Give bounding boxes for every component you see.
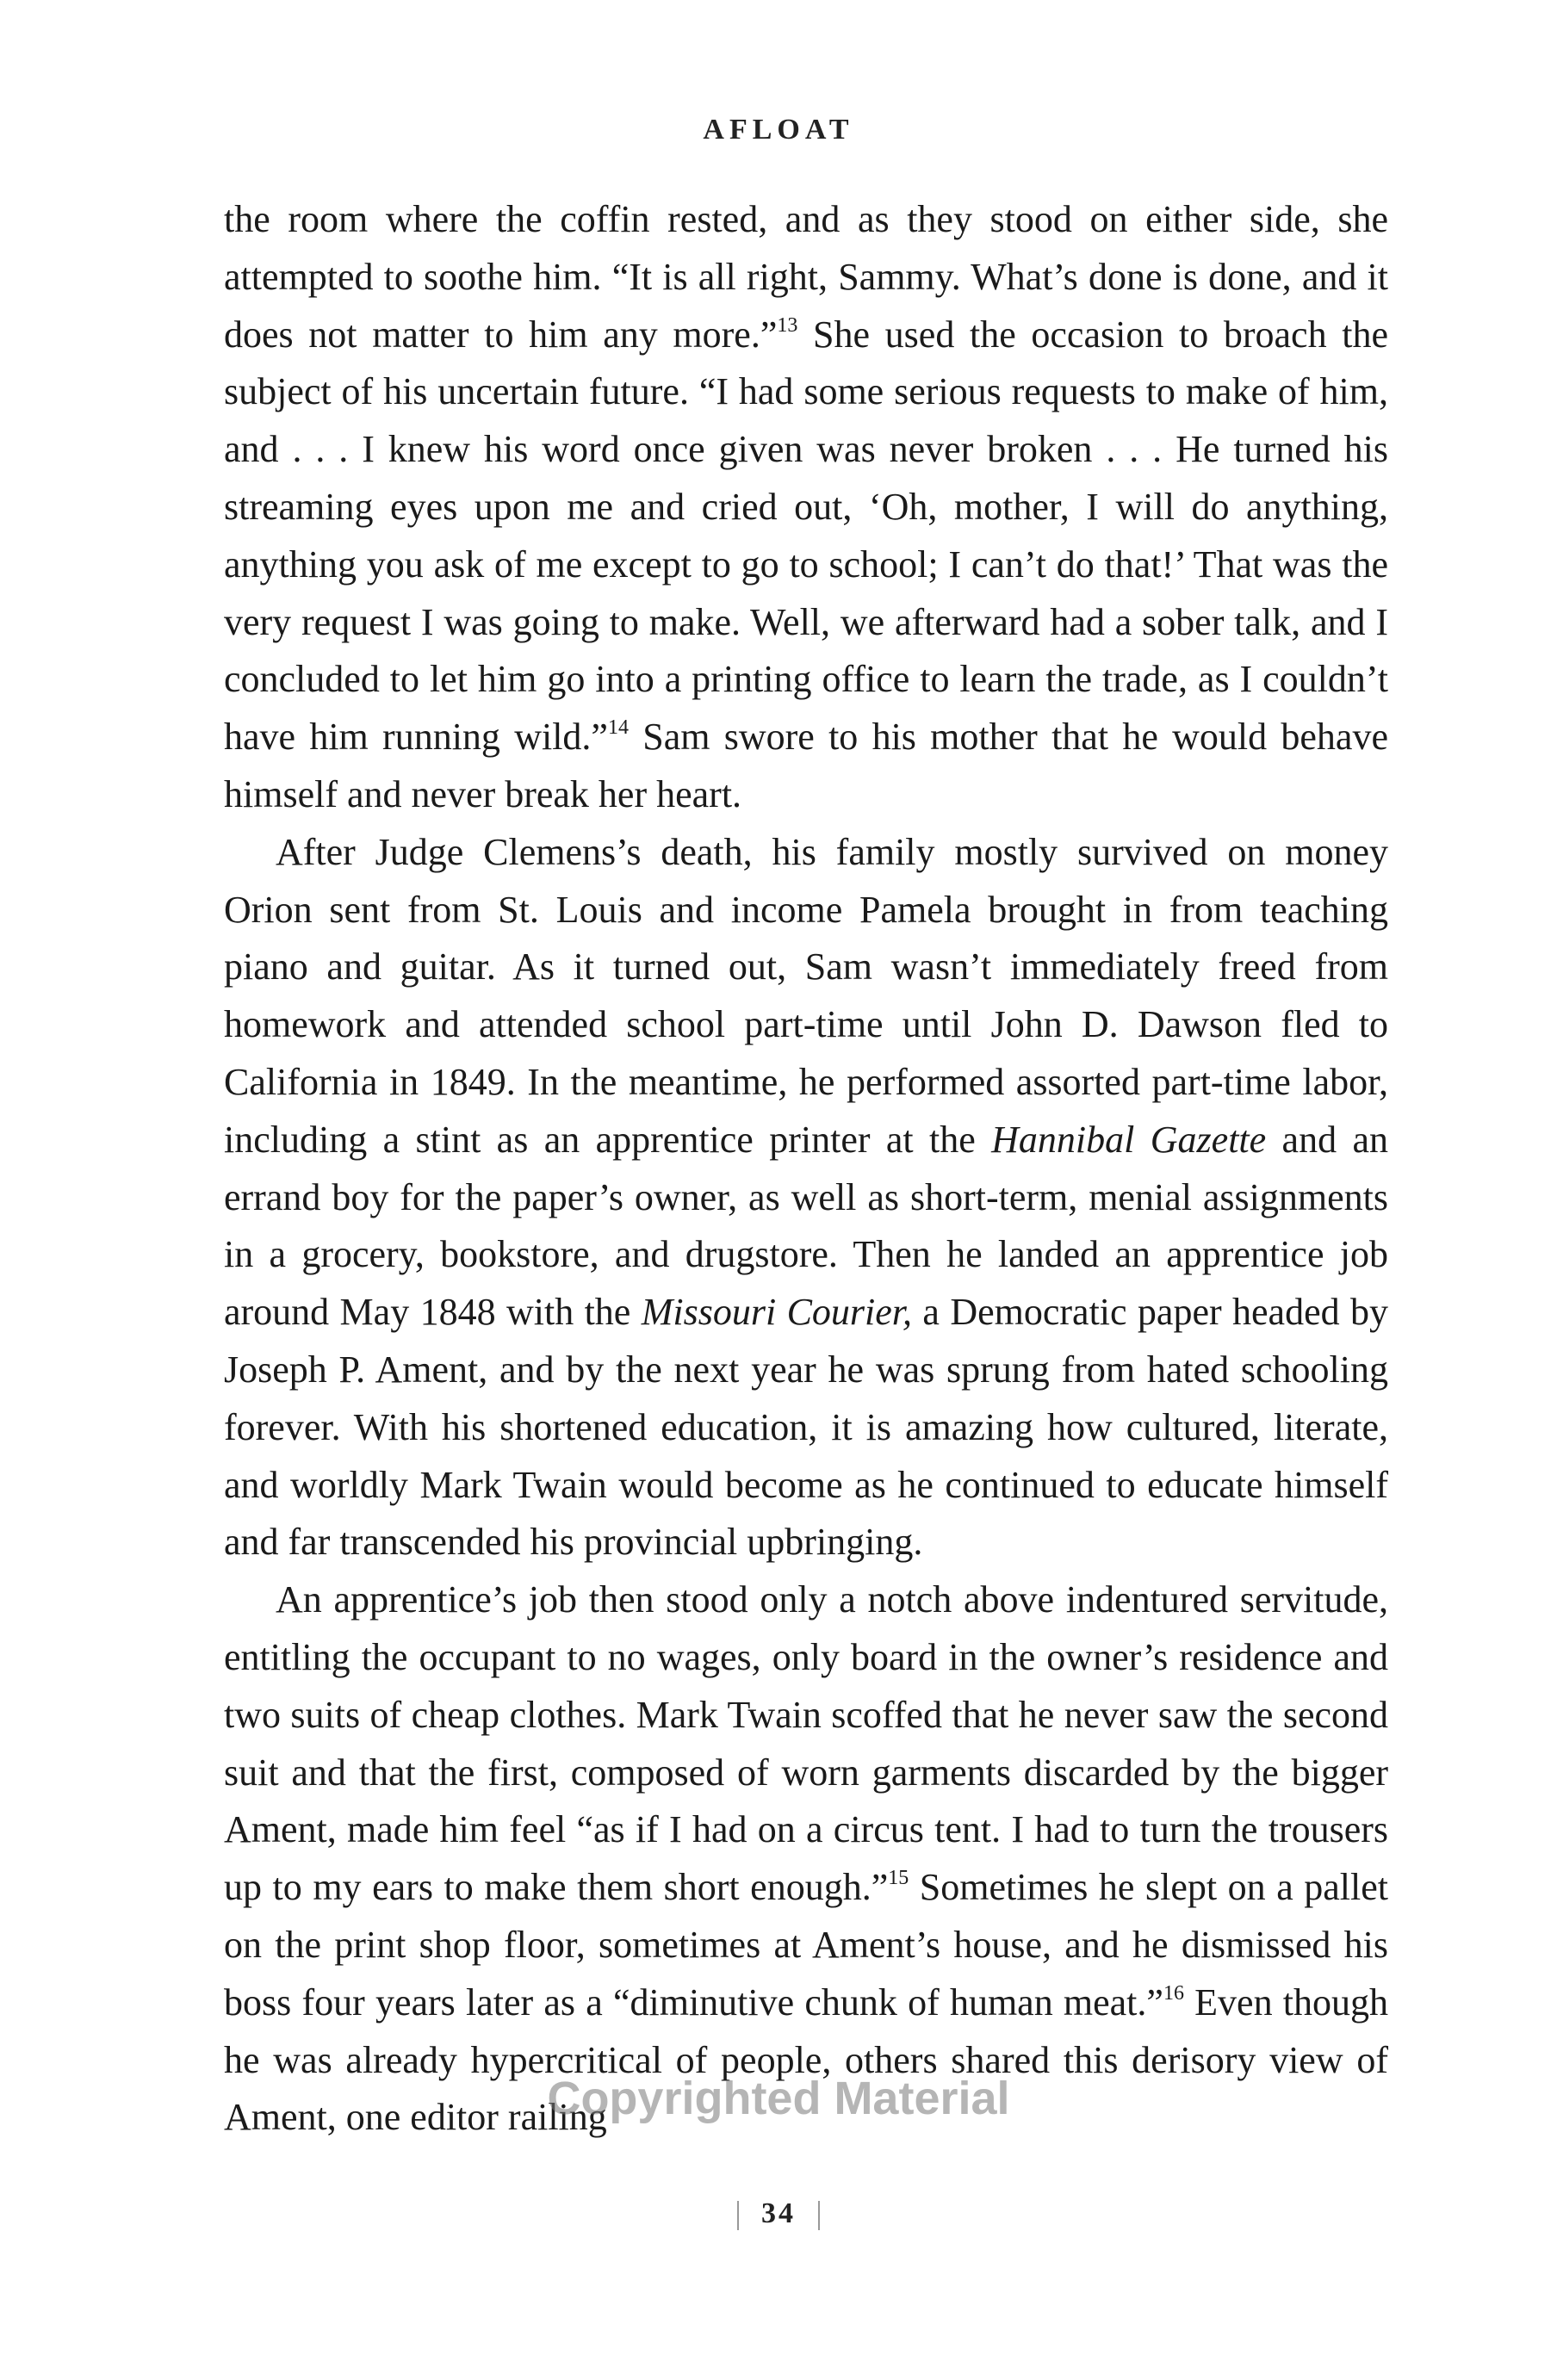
text-run: She used the occasion to broach the subject of his uncertain future. “I had some serious requests to make of him, and . . . I knew his word once given was never broken . . . He turned his streaming eyes upon me and cried out, ‘Oh, mother, I will do anything, anything you ask of me except to go to school; I can’t do that!’ That was the very request I was going to make. Well, we afterward had a sober talk, and I concluded to let him go into a printing office to learn the trade, as I couldn’t have him running wild.” <box>224 313 1389 759</box>
text-run: the room where the coffin rested, and as they stood on either side, she attempted to soothe him. “It is all right, Sammy. What’s done is done, and it does not matter to him any more.” <box>224 198 1388 356</box>
footnote-ref: 13 <box>777 313 798 337</box>
paragraph <box>224 824 1388 1571</box>
text-run: An apprentice’s job then stood only a notch above indentured servitude, entitling the occupant to no wages, only board in the owner’s residence and two suits of cheap clothes. Mark Twain scoffed that he never saw the second suit and that the first, composed of worn garments discarded by the bigger Ament, made him feel “as if I had on a circus tent. I had to turn the trousers up to my ears to make them short enough.” <box>224 1578 1388 1909</box>
text-run: Sam swore to his mother that he would behave himself and never break her heart. <box>224 716 1388 815</box>
folio-left-rule <box>737 2201 739 2230</box>
paragraph <box>224 191 1388 824</box>
paragraph <box>224 1571 1388 2147</box>
text-run: and an errand boy for the paper’s owner, as well as short-term, menial assignments in a grocery, bookstore, and drugstore. Then he landed an apprentice job around May 1848 with the <box>224 1118 1388 1334</box>
body-text <box>224 191 1388 2147</box>
page-folio <box>0 2197 1557 2230</box>
page-number: 34 <box>761 2197 796 2229</box>
text-run: a Democratic paper headed by Joseph P. Ament, and by the next year he was sprung from hated schooling forever. With his shortened education, it is amazing how cultured, literate, and worldly Mark Twain would become as he continued to educate himself and far transcended his provincial upbringing. <box>224 1291 1388 1564</box>
italic-title: Missouri Courier, <box>641 1291 913 1334</box>
folio-right-rule <box>818 2201 820 2230</box>
italic-title: Hannibal Gazette <box>991 1118 1267 1161</box>
running-head: AFLOAT <box>703 114 854 146</box>
text-run: Even though he was already hypercritical of people, others shared this derisory view of Ament, one editor railing <box>224 1980 1388 2139</box>
text-run: Sometimes he slept on a pallet on the print shop floor, sometimes at Ament’s house, and he dismissed his boss four years later as a “diminutive chunk of human meat.” <box>224 1866 1389 2024</box>
footnote-ref: 16 <box>1163 1981 1184 2005</box>
footnote-ref: 14 <box>607 716 629 740</box>
footnote-ref: 15 <box>888 1867 909 1890</box>
text-run: After Judge Clemens’s death, his family mostly survived on money Orion sent from St. Louis and income Pamela brought in from teaching piano and guitar. As it turned out, Sam wasn’t immediately freed from homework and attended school part-time until John D. Dawson fled to California in 1849. In the meantime, he performed assorted part-time labor, including a stint as an apprentice printer at the <box>224 830 1388 1161</box>
copyright-watermark: Copyrighted Material <box>547 2073 1010 2124</box>
